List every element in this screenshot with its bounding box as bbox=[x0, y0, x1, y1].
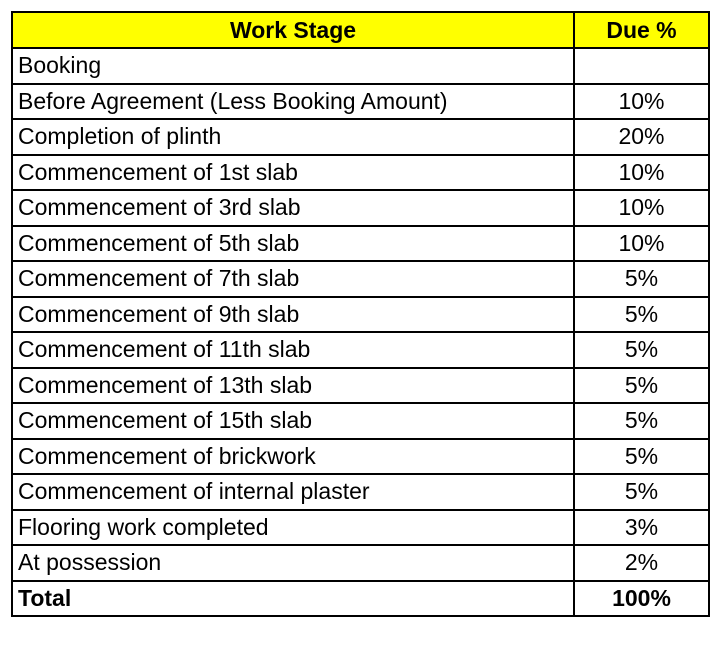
table-row bbox=[12, 48, 709, 84]
table-row bbox=[12, 84, 709, 120]
table-row bbox=[12, 155, 709, 191]
due-cell: 5% bbox=[574, 474, 709, 510]
due-cell: 5% bbox=[574, 332, 709, 368]
table-row bbox=[12, 297, 709, 333]
due-cell: 10% bbox=[574, 155, 709, 191]
due-cell: 5% bbox=[574, 368, 709, 404]
table-row bbox=[12, 545, 709, 581]
table-row bbox=[12, 510, 709, 546]
table-row bbox=[12, 403, 709, 439]
payment-schedule-table bbox=[11, 11, 710, 617]
total-row bbox=[12, 581, 709, 617]
stage-cell: Commencement of 1st slab bbox=[12, 155, 574, 191]
stage-cell: Commencement of internal plaster bbox=[12, 474, 574, 510]
total-due: 100% bbox=[574, 581, 709, 617]
stage-cell: Completion of plinth bbox=[12, 119, 574, 155]
table-row bbox=[12, 119, 709, 155]
table-row bbox=[12, 190, 709, 226]
table-header-row bbox=[12, 12, 709, 48]
stage-cell: Commencement of 7th slab bbox=[12, 261, 574, 297]
due-cell: 5% bbox=[574, 403, 709, 439]
due-cell: 10% bbox=[574, 226, 709, 262]
table-row bbox=[12, 439, 709, 475]
due-cell: 10% bbox=[574, 190, 709, 226]
stage-cell: Commencement of 3rd slab bbox=[12, 190, 574, 226]
due-cell: 5% bbox=[574, 261, 709, 297]
due-cell: 2% bbox=[574, 545, 709, 581]
table-row bbox=[12, 261, 709, 297]
due-cell: 5% bbox=[574, 439, 709, 475]
work-stage-header: Work Stage bbox=[12, 12, 574, 48]
table-row bbox=[12, 474, 709, 510]
stage-cell: Flooring work completed bbox=[12, 510, 574, 546]
due-cell: 3% bbox=[574, 510, 709, 546]
stage-cell: At possession bbox=[12, 545, 574, 581]
stage-cell: Before Agreement (Less Booking Amount) bbox=[12, 84, 574, 120]
due-cell: 10% bbox=[574, 84, 709, 120]
total-label: Total bbox=[12, 581, 574, 617]
due-cell: 20% bbox=[574, 119, 709, 155]
due-percent-header: Due % bbox=[574, 12, 709, 48]
table-row bbox=[12, 368, 709, 404]
stage-cell: Booking bbox=[12, 48, 574, 84]
stage-cell: Commencement of 5th slab bbox=[12, 226, 574, 262]
due-cell bbox=[574, 48, 709, 84]
stage-cell: Commencement of 15th slab bbox=[12, 403, 574, 439]
due-cell: 5% bbox=[574, 297, 709, 333]
stage-cell: Commencement of 11th slab bbox=[12, 332, 574, 368]
stage-cell: Commencement of brickwork bbox=[12, 439, 574, 475]
table-row bbox=[12, 226, 709, 262]
stage-cell: Commencement of 9th slab bbox=[12, 297, 574, 333]
table-row bbox=[12, 332, 709, 368]
stage-cell: Commencement of 13th slab bbox=[12, 368, 574, 404]
